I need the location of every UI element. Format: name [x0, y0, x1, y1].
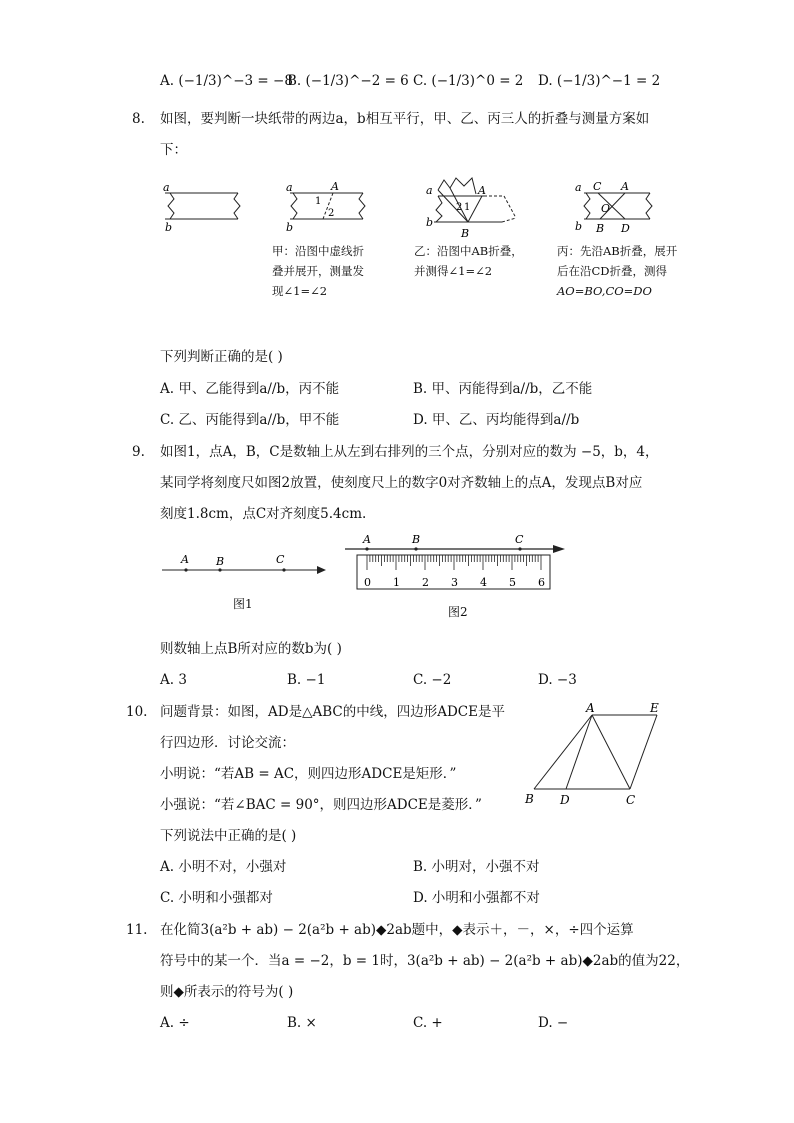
q9-fig1-caption: 图1	[233, 597, 253, 611]
point-label-A: A	[181, 553, 189, 566]
label-a: a	[286, 181, 293, 194]
q7-option-b: B. (−1/3)^−2 = 6	[287, 73, 409, 89]
vertex-label-C: C	[626, 793, 636, 807]
q8-prompt: 下列判断正确的是( )	[160, 349, 283, 365]
ruler-number: 5	[509, 576, 516, 589]
q8-stem-line1: 如图，要判断一块纸带的两边a，b相互平行，甲、乙、丙三人的折叠与测量方案如	[160, 111, 650, 127]
q8-caption-bing-line2: 后在沿CD折叠，测得	[557, 264, 668, 278]
label-b: b	[286, 221, 294, 234]
label-B: B	[596, 222, 605, 235]
ruler-number: 3	[451, 576, 458, 589]
q10-figure-parallelogram	[520, 698, 680, 810]
ruler-number: 6	[538, 576, 545, 589]
point-label-C: C	[515, 533, 524, 546]
label-A: A	[331, 180, 339, 193]
q11-number: 11.	[126, 922, 148, 938]
point-label-B: B	[216, 555, 225, 568]
q8-caption-jia-line3: 现∠1=∠2	[272, 284, 328, 298]
q8-figure-jia	[160, 178, 250, 238]
label-b: b	[575, 220, 583, 233]
label-D: D	[621, 222, 630, 235]
q9-fig2-caption: 图2	[448, 605, 468, 619]
q11-line3: 则◆所表示的符号为( )	[160, 984, 294, 1000]
q8-figure-bing	[572, 178, 662, 238]
q9-option-a: A. 3	[160, 672, 187, 688]
label-C: C	[593, 180, 602, 193]
q10-option-a: A. 小明不对，小强对	[160, 859, 287, 875]
q9-option-c: C. −2	[413, 672, 452, 688]
vertex-label-A: A	[586, 701, 595, 715]
q9-stem-line2: 某同学将刻度尺如图2放置，使刻度尺上的数字0对齐数轴上的点A，发现点B对应	[160, 475, 643, 491]
label-B: B	[461, 227, 470, 240]
q10-line2: 行四边形．讨论交流：	[160, 735, 295, 751]
q9-option-d: D. −3	[538, 672, 577, 688]
label-A: A	[478, 184, 486, 197]
q9-figure2-ruler	[343, 530, 568, 592]
q10-prompt: 下列说法中正确的是( )	[160, 828, 297, 844]
label-1: 1	[315, 196, 322, 207]
label-b: b	[165, 221, 173, 234]
q8-option-c: C. 乙、丙能得到a//b，甲不能	[160, 412, 340, 428]
q9-option-b: B. −1	[287, 672, 326, 688]
q11-option-c: C. +	[413, 1015, 443, 1031]
q8-caption-jia-line2: 叠并展开，测量发	[272, 264, 364, 278]
q11-option-a: A. ÷	[160, 1015, 190, 1031]
point-label-A: A	[363, 533, 371, 546]
vertex-label-D: D	[560, 793, 570, 807]
q10-line3: 小明说：“若AB = AC，则四边形ADCE是矩形．”	[160, 766, 457, 782]
label-1: 1	[464, 202, 471, 213]
vertex-label-E: E	[650, 701, 659, 715]
q10-number: 10.	[126, 704, 148, 720]
point-label-C: C	[276, 553, 285, 566]
q9-number: 9.	[132, 444, 145, 460]
label-2: 2	[456, 202, 463, 213]
point-label-B: B	[412, 533, 421, 546]
q8-caption-jia-line1: 甲：沿图中虚线折	[272, 244, 364, 258]
q7-option-c: C. (−1/3)^0 = 2	[413, 73, 524, 89]
q10-option-d: D. 小明和小强都不对	[413, 890, 540, 906]
q9-prompt: 则数轴上点B所对应的数b为( )	[160, 641, 342, 657]
q8-option-b: B. 甲、丙能得到a//b，乙不能	[413, 381, 593, 397]
q11-option-d: D. −	[538, 1015, 569, 1031]
q8-caption-yi-line2: 并测得∠1=∠2	[414, 264, 493, 278]
q11-line1: 在化简3(a²b + ab) − 2(a²b + ab)◆2ab题中，◆表示＋，－，×，÷四个运算	[160, 922, 634, 938]
label-a: a	[426, 184, 433, 197]
q7-option-d: D. (−1/3)^−1 = 2	[538, 73, 661, 89]
q11-option-b: B. ×	[287, 1015, 317, 1031]
q8-caption-bing-line1: 丙：先沿AB折叠，展开	[557, 244, 678, 258]
q8-option-a: A. 甲、乙能得到a//b，丙不能	[160, 381, 340, 397]
q8-option-d: D. 甲、乙、丙均能得到a//b	[413, 412, 580, 428]
q9-stem-line1: 如图1，点A，B，C是数轴上从左到右排列的三个点，分别对应的数为 −5，b，4，	[160, 444, 659, 460]
ruler-number: 4	[480, 576, 487, 589]
q9-figure1-number-line	[160, 548, 332, 582]
ruler-number: 1	[393, 576, 400, 589]
label-2: 2	[328, 208, 335, 219]
label-b: b	[426, 216, 434, 229]
q10-option-c: C. 小明和小强都对	[160, 890, 273, 906]
q8-caption-yi-line1: 乙：沿图中AB折叠，	[414, 244, 523, 258]
q11-line2: 符号中的某一个．当a = −2，b = 1时，3(a²b + ab) − 2(a²b + ab)◆2ab的值为22，	[160, 953, 690, 969]
ruler-number: 0	[364, 576, 371, 589]
q10-line1: 问题背景：如图，AD是△ABC的中线，四边形ADCE是平	[160, 704, 505, 720]
q8-stem-line2: 下：	[160, 142, 187, 158]
label-a: a	[575, 181, 582, 194]
label-A: A	[621, 180, 629, 193]
q7-option-a: A. (−1/3)^−3 = −8	[160, 73, 293, 89]
q9-stem-line3: 刻度1.8cm，点C对齐刻度5.4cm.	[160, 506, 367, 522]
q10-line4: 小强说：“若∠BAC = 90°，则四边形ADCE是菱形．”	[160, 797, 482, 813]
vertex-label-B: B	[525, 792, 534, 806]
q8-figure-yi	[424, 176, 524, 240]
q8-caption-bing-line3: AO=BO,CO=DO	[557, 284, 652, 298]
q8-number: 8.	[132, 111, 145, 127]
ruler-number: 2	[422, 576, 429, 589]
label-a: a	[163, 181, 170, 194]
label-O: O	[601, 202, 611, 215]
q10-option-b: B. 小明对，小强不对	[413, 859, 540, 875]
q8-figure-yi-jia	[285, 178, 375, 238]
